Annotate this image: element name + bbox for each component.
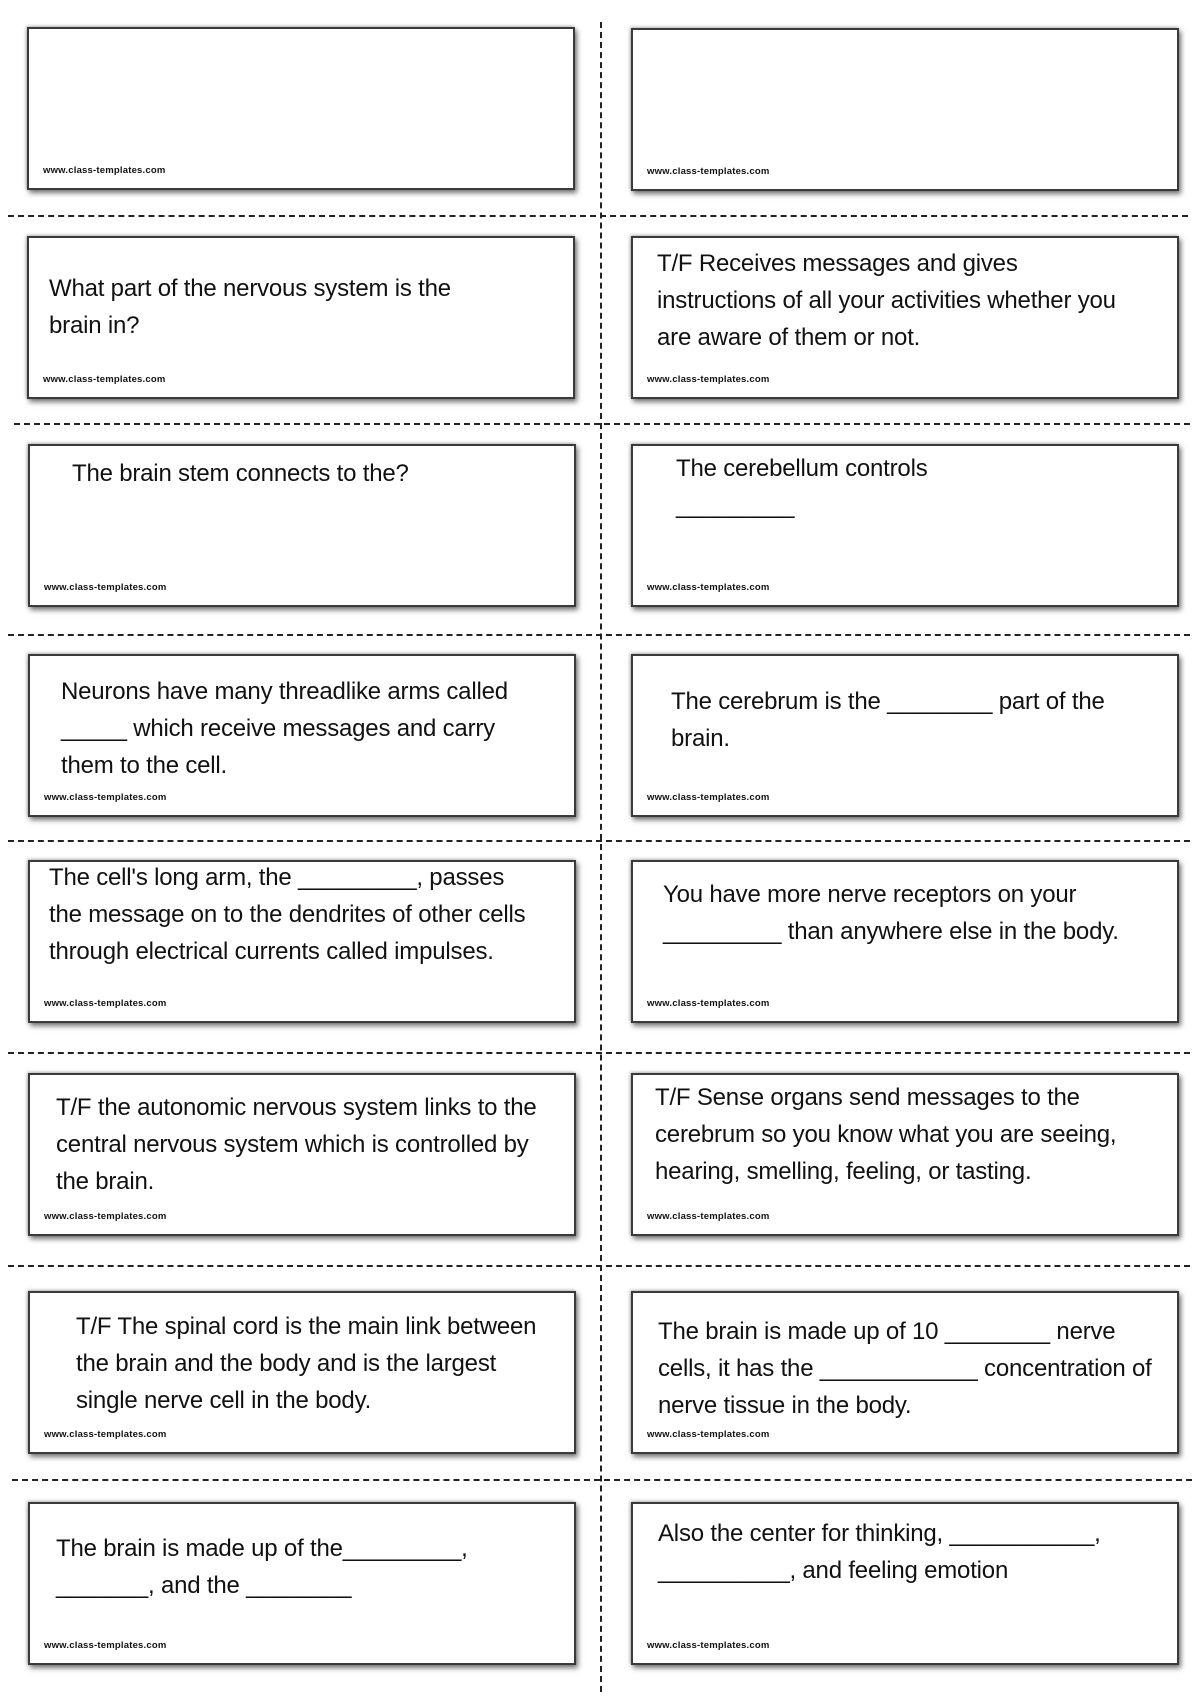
flashcard <box>28 1291 576 1454</box>
card-question: T/F the autonomic nervous system links to the central nervous system which is controlled by the brain. <box>56 1094 537 1195</box>
flashcard <box>27 236 575 399</box>
card-question: The brain is made up of the_________, _______, and the ________ <box>56 1535 468 1599</box>
card-footer-url: www.class-templates.com <box>44 1211 167 1222</box>
flashcard <box>28 654 576 817</box>
flashcard <box>28 1502 576 1665</box>
flashcard <box>631 654 1179 817</box>
flashcard <box>631 28 1179 191</box>
horizontal-cut-line <box>12 1479 1192 1481</box>
horizontal-cut-line <box>8 1052 1190 1054</box>
card-question: You have more nerve receptors on your _________ than anywhere else in the body. <box>663 881 1119 945</box>
horizontal-cut-line <box>8 215 1188 217</box>
flashcard <box>28 860 576 1023</box>
card-question: T/F Receives messages and gives instructions of all your activities whether you are aware of them or not. <box>657 250 1116 351</box>
card-question: Neurons have many threadlike arms called _____ which receive messages and carry them to the cell. <box>61 678 508 779</box>
horizontal-cut-line <box>14 423 1190 425</box>
flashcard <box>27 27 575 190</box>
card-question: The brain stem connects to the? <box>72 460 409 487</box>
card-footer-url: www.class-templates.com <box>647 1640 770 1651</box>
card-footer-url: www.class-templates.com <box>43 374 166 385</box>
horizontal-cut-line <box>8 840 1190 842</box>
card-footer-url: www.class-templates.com <box>44 998 167 1009</box>
flashcard <box>631 236 1179 399</box>
card-question: The cerebrum is the ________ part of the brain. <box>671 688 1105 752</box>
card-question: Also the center for thinking, ___________, __________, and feeling emotion <box>658 1520 1101 1584</box>
flashcard <box>28 444 576 607</box>
flashcard <box>631 1291 1179 1454</box>
flashcard <box>631 860 1179 1023</box>
card-footer-url: www.class-templates.com <box>43 165 166 176</box>
flashcard <box>631 444 1179 607</box>
horizontal-cut-line <box>8 634 1190 636</box>
card-question: What part of the nervous system is the brain in? <box>49 275 451 339</box>
card-footer-url: www.class-templates.com <box>647 792 770 803</box>
card-question: T/F The spinal cord is the main link between the brain and the body and is the largest single nerve cell in the body. <box>76 1313 537 1414</box>
card-footer-url: www.class-templates.com <box>647 998 770 1009</box>
card-footer-url: www.class-templates.com <box>647 374 770 385</box>
card-question: The cerebellum controls _________ <box>676 455 928 519</box>
card-footer-url: www.class-templates.com <box>44 582 167 593</box>
card-footer-url: www.class-templates.com <box>44 1640 167 1651</box>
card-question: T/F Sense organs send messages to the cerebrum so you know what you are seeing, hearing, smelling, feeling, or tasting. <box>655 1084 1117 1185</box>
card-footer-url: www.class-templates.com <box>647 1211 770 1222</box>
flashcard <box>28 1073 576 1236</box>
flashcard <box>631 1073 1179 1236</box>
card-footer-url: www.class-templates.com <box>44 792 167 803</box>
flashcard <box>631 1502 1179 1665</box>
vertical-cut-line <box>600 22 602 1692</box>
card-footer-url: www.class-templates.com <box>44 1429 167 1440</box>
card-question: The brain is made up of 10 ________ nerve cells, it has the ____________ concentration of nerve tissue in the body. <box>658 1318 1152 1419</box>
card-footer-url: www.class-templates.com <box>647 1429 770 1440</box>
card-footer-url: www.class-templates.com <box>647 582 770 593</box>
card-question: The cell's long arm, the _________, passes the message on to the dendrites of other cells through electrical currents called impulses. <box>49 864 526 965</box>
horizontal-cut-line <box>8 1265 1190 1267</box>
card-footer-url: www.class-templates.com <box>647 166 770 177</box>
